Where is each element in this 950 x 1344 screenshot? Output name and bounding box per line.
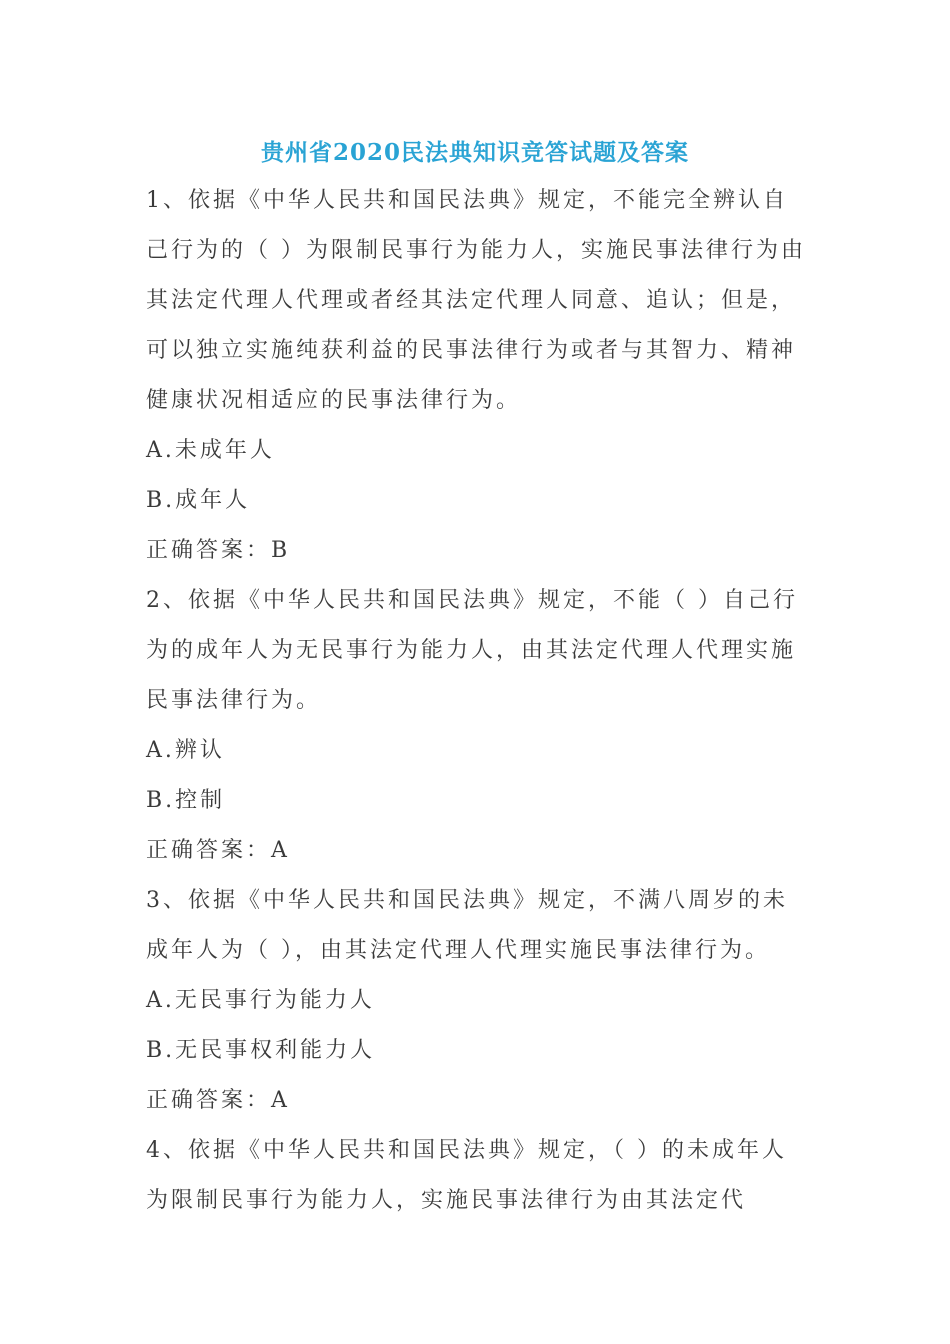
question-4-text: 4、依据《中华人民共和国民法典》规定，（ ）的未成年人为限制民事行为能力人，实施民事法律行为由其法定代 (146, 1138, 787, 1213)
question-1-text: 1、依据《中华人民共和国民法典》规定，不能完全辨认自己行为的（ ）为限制民事行为能力人，实施民事法律行为由其法定代理人代理或者经其法定代理人同意、追认；但是，可以独立实施纯获利益的民事法律行为或者与其智力、精神健康状况相适应的民事法律行为。 (146, 188, 806, 413)
question-3-answer: 正确答案：A (146, 1088, 290, 1113)
page-title: 贵州省2020民法典知识竞答试题及答案 (260, 139, 689, 166)
question-2-option-a: A.辨认 (146, 738, 225, 763)
question-1-option-b: B.成年人 (146, 488, 251, 513)
question-2-answer: 正确答案：A (146, 838, 290, 863)
question-2-option-b: B.控制 (146, 788, 226, 813)
question-1-answer: 正确答案：B (146, 538, 291, 563)
question-2-text: 2、依据《中华人民共和国民法典》规定，不能（ ）自己行为的成年人为无民事行为能力人，由其法定代理人代理实施民事法律行为。 (146, 588, 798, 713)
question-3-option-b: B.无民事权利能力人 (146, 1038, 376, 1063)
document-body (146, 176, 806, 1226)
question-1-option-a: A.未成年人 (146, 438, 275, 463)
question-3-text: 3、依据《中华人民共和国民法典》规定，不满八周岁的未成年人为（ ），由其法定代理人代理实施民事法律行为。 (146, 888, 788, 963)
question-3-option-a: A.无民事行为能力人 (146, 988, 375, 1013)
